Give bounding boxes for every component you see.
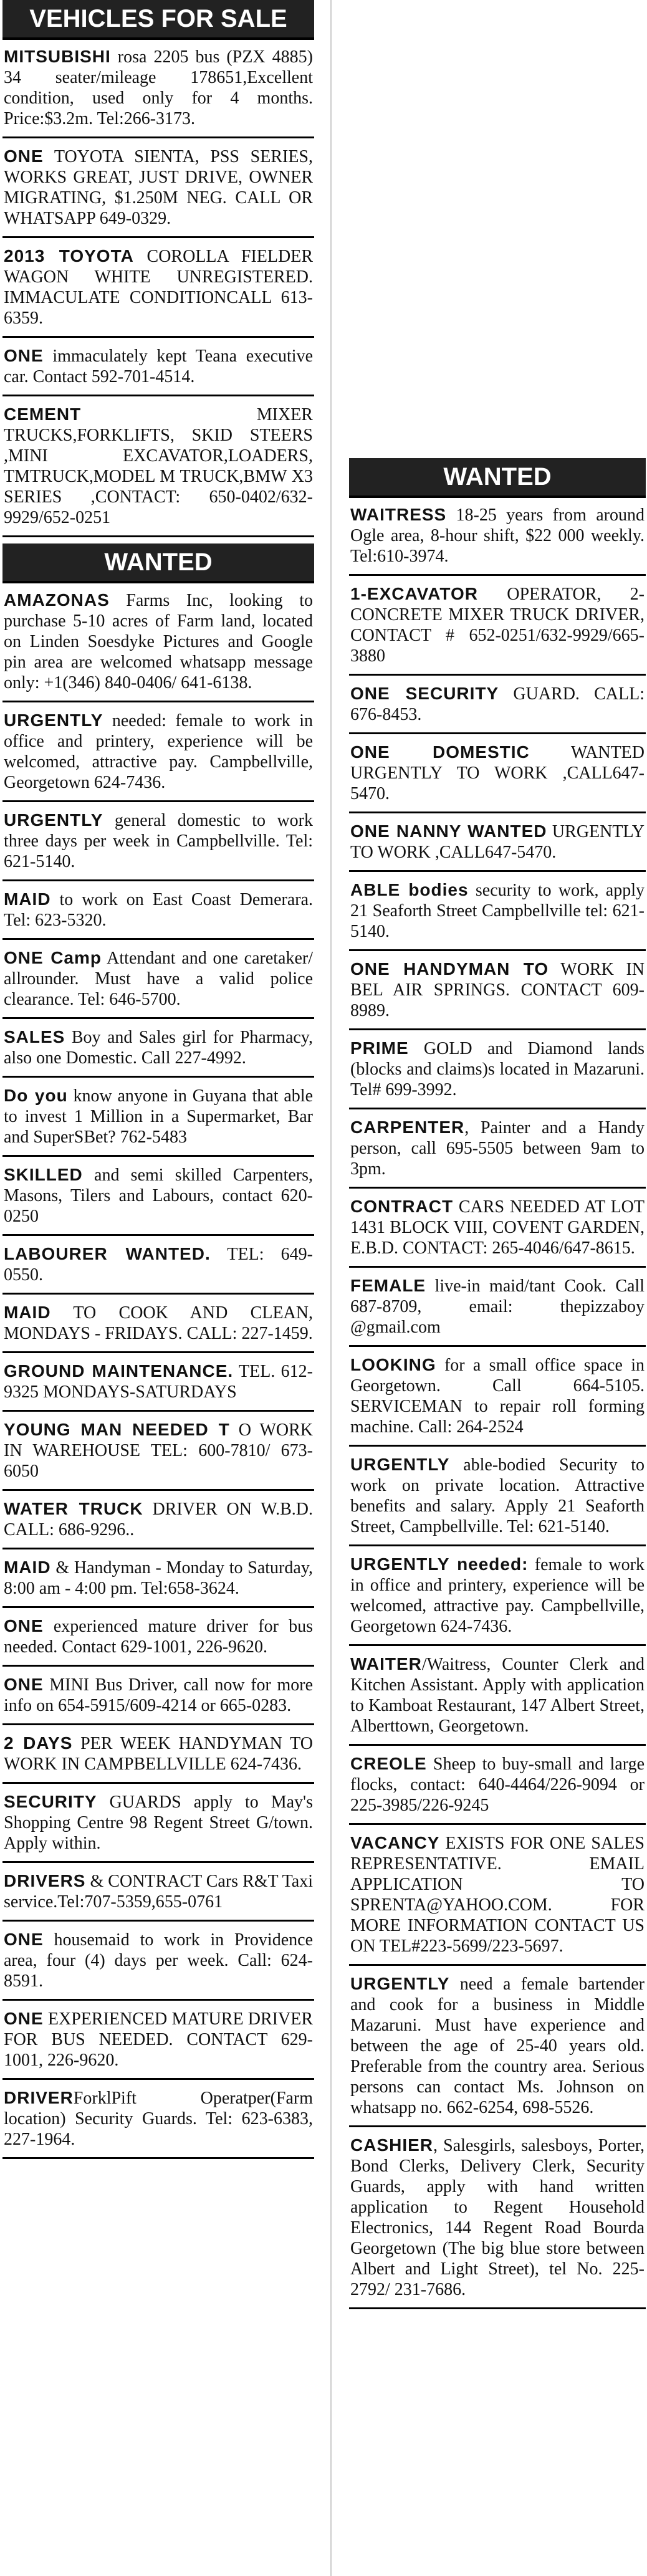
classified-ad: [2, 1359, 314, 1412]
classified-ad: [2, 45, 314, 138]
ad-lead: DRIVERS: [4, 1871, 86, 1890]
classified-ad: [2, 1556, 314, 1608]
wanted-ads-list-left: [2, 588, 314, 2159]
ad-lead: SECURITY: [4, 1792, 97, 1811]
ad-lead: ABLE bodies: [350, 880, 469, 899]
ad-lead: URGENTLY: [4, 810, 103, 830]
ad-lead: URGENTLY: [350, 1455, 450, 1474]
ad-lead: DRIVER: [4, 2088, 74, 2107]
classified-ad: [2, 588, 314, 702]
ad-lead: CARPENTER: [350, 1118, 465, 1137]
ad-text: to work on East Coast Demerara. Tel: 623-5320.: [4, 890, 313, 930]
ad-text: DRIVER ON W.B.D. CALL: 686-9296..: [4, 1500, 313, 1539]
ad-text: ForklPift Operatper(Farm location) Security Guards. Tel: 623-6383, 227-1964.: [4, 2089, 313, 2149]
ad-lead: MAID: [4, 1558, 51, 1577]
ad-lead: LABOURER WANTED.: [4, 1244, 211, 1263]
ad-text: general domestic to work three days per week in Campbellville. Tel: 621-5140.: [4, 811, 313, 871]
classified-ad: [349, 503, 646, 576]
ad-text: O WORK IN WAREHOUSE TEL: 600-7810/ 673-6050: [4, 1420, 313, 1481]
ad-text: GUARD. CALL: 676-8453.: [350, 684, 645, 724]
ad-lead: ONE HANDYMAN TO: [350, 959, 549, 979]
ad-lead: Do you: [4, 1086, 68, 1105]
ad-lead: WAITER: [350, 1654, 422, 1673]
classified-ad: [2, 1731, 314, 1784]
left-column: [2, 0, 314, 2165]
ad-lead: ONE SECURITY: [350, 684, 499, 703]
ad-text: GUARDS apply to May's Shopping Centre 98 Regent Street G/town. Apply within.: [4, 1793, 313, 1853]
ad-text: know anyone in Guyana that able to invest 1 Million in a Supermarket, Bar and SuperSBet? 762-5483: [4, 1086, 313, 1147]
ad-text: EXISTS FOR ONE SALES REPRESENTATIVE. EMAIL APPLICATION TO SPRENTA@YAHOO.COM. FOR MORE INFORMATION CONTACT US ON TEL#223-5699/223-5697.: [350, 1834, 645, 1956]
classified-ad: [349, 1116, 646, 1189]
classified-ad: [2, 888, 314, 940]
ad-lead: ONE: [4, 346, 44, 365]
classified-ad: [349, 820, 646, 872]
classified-ad: [349, 1652, 646, 1746]
ad-lead: SKILLED: [4, 1165, 83, 1184]
ad-lead: 2 DAYS: [4, 1733, 73, 1753]
vehicles-for-sale-header: VEHICLES FOR SALE: [2, 0, 314, 40]
ad-lead: 2013 TOYOTA: [4, 246, 134, 266]
ad-text: live-in maid/tant Cook. Call 687-8709, email: thepizzaboy @gmail.com: [350, 1276, 645, 1337]
classified-ad: [349, 1195, 646, 1268]
classified-ad: [2, 1301, 314, 1353]
ad-text: WORK IN BEL AIR SPRINGS. CONTACT 609-8989.: [350, 960, 645, 1020]
ad-lead: ONE Camp: [4, 948, 102, 967]
classified-ad: [2, 1614, 314, 1667]
ad-text: need a female bartender and cook for a business in Middle Mazaruni. Must have experience and between the age of 25-40 years old. Preferable from the country area. Serious persons can contact Ms. Johnson on whatsapp no. 662-6254, 698-5526.: [350, 1975, 645, 2117]
ad-text: TEL. 612-9325 MONDAYS-SATURDAYS: [4, 1362, 313, 1402]
classified-ad: [349, 740, 646, 813]
classified-ad: [2, 2007, 314, 2080]
column-divider: [330, 0, 332, 2576]
ad-text: female to work in office and printery, experience will be welcomed, attractive pay. Campbellville, Georgetown 624-7436.: [350, 1555, 645, 1636]
ad-lead: CONTRACT: [350, 1197, 454, 1216]
ad-lead: VACANCY: [350, 1833, 440, 1852]
ad-text: immaculately kept Teana executive car. Contact 592-701-4514.: [4, 347, 313, 386]
ad-lead: ONE: [4, 1616, 44, 1635]
ad-text: PER WEEK HANDYMAN TO WORK IN CAMPBELLVILLE 624-7436.: [4, 1734, 313, 1774]
ad-text: able-bodied Security to work on private location. Attractive benefits and salary. Apply 21 Seaforth Street, Campbellville. Tel: 621-5140.: [350, 1455, 645, 1536]
classified-ad: [349, 1972, 646, 2127]
ad-text: Attendant and one caretaker/ allrounder. Must have a valid police clearance. Tel: 646-5700.: [4, 949, 313, 1009]
ad-text: CARS NEEDED AT LOT 1431 BLOCK VIII, COVENT GARDEN, E.B.D. CONTACT: 265-4046/647-8615.: [350, 1197, 645, 1258]
classified-ad: [349, 957, 646, 1030]
ad-text: & CONTRACT Cars R&T Taxi service.Tel:707-5359,655-0761: [4, 1872, 313, 1912]
ad-text: EXPERIENCED MATURE DRIVER FOR BUS NEEDED. CONTACT 629-1001, 226-9620.: [4, 2009, 313, 2070]
ad-text: experienced mature driver for bus needed. Contact 629-1001, 226-9620.: [4, 1617, 313, 1657]
ad-text: OPERATOR, 2- CONCRETE MIXER TRUCK DRIVER, CONTACT # 652-0251/632-9929/665-3880: [350, 585, 645, 666]
ad-text: security to work, apply 21 Seaforth Street Campbellville tel: 621-5140.: [350, 881, 645, 941]
classified-ad: [2, 344, 314, 396]
ad-lead: 1-EXCAVATOR: [350, 584, 478, 603]
wanted-header-left: WANTED: [2, 543, 314, 583]
ad-text: URGENTLY TO WORK ,CALL647-5470.: [350, 822, 645, 862]
classified-ad: [349, 1553, 646, 1646]
ad-lead: MAID: [4, 889, 51, 909]
ad-text: , Salesgirls, salesboys, Porter, Bond Clerks, Delivery Clerk, Security Guards, apply with hand written application to Regent Household Electronics, 144 Regent Road Bourda Georgetown (The big blue store between Albert and Light Street), tel No. 225-2792/ 231-7686.: [350, 2136, 645, 2299]
ad-lead: ONE NANNY WANTED: [350, 821, 547, 841]
classified-ad: [2, 808, 314, 881]
classified-ad: [349, 878, 646, 951]
ad-lead: ONE DOMESTIC: [350, 742, 530, 762]
ad-lead: URGENTLY: [4, 711, 103, 730]
classified-ad: [349, 1752, 646, 1825]
ad-lead: YOUNG MAN NEEDED T: [4, 1420, 230, 1439]
ad-text: rosa 2205 bus (PZX 4885) 34 seater/mileage 178651,Excellent condition, used only for 4 months. Price:$3.2m. Tel:266-3173.: [4, 47, 313, 128]
classified-ad: [349, 1353, 646, 1447]
ad-lead: WAITRESS: [350, 505, 447, 524]
ad-text: Farms Inc, looking to purchase 5-10 acres of Farm land, located on Linden Soesdyke Pictures and Google pin area are welcomed whatsapp message only: +1(346) 840-0406/ 641-6138.: [4, 591, 313, 692]
classified-ad: [2, 244, 314, 338]
classified-ad: [2, 403, 314, 537]
classified-ad: [2, 145, 314, 238]
ad-text: housemaid to work in Providence area, four (4) days per week. Call: 624-8591.: [4, 1930, 313, 1991]
ad-lead: WATER TRUCK: [4, 1499, 143, 1518]
ad-lead: ONE: [4, 1675, 44, 1694]
ad-lead: SALES: [4, 1027, 65, 1046]
ad-text: for a small office space in Georgetown. Call 664-5105. SERVICEMAN to repair roll forming machine. Call: 264-2524: [350, 1356, 645, 1437]
ad-lead: CASHIER: [350, 2135, 434, 2155]
classified-ad: [349, 1274, 646, 1347]
classified-ad: [349, 582, 646, 676]
wanted-header-right: WANTED: [349, 458, 646, 498]
ad-text: TOYOTA SIENTA, PSS SERIES, WORKS GREAT, JUST DRIVE, OWNER MIGRATING, $1.250M NEG. CALL OR WHATSAPP 649-0329.: [4, 147, 313, 228]
ad-text: WANTED URGENTLY TO WORK ,CALL647-5470.: [350, 743, 645, 803]
classified-ad: [2, 1242, 314, 1295]
ad-text: COROLLA FIELDER WAGON WHITE UNREGISTERED. IMMACULATE CONDITIONCALL 613-6359.: [4, 247, 313, 328]
ad-lead: MITSUBISHI: [4, 47, 111, 66]
ad-lead: CREOLE: [350, 1754, 427, 1773]
ad-lead: PRIME: [350, 1038, 409, 1058]
classified-ad: [349, 1453, 646, 1546]
ad-lead: ONE: [4, 146, 44, 166]
classified-ad: [2, 1497, 314, 1549]
ad-lead: MAID: [4, 1303, 51, 1322]
classified-ad: [2, 1928, 314, 2001]
classified-ad: [2, 1084, 314, 1157]
classified-ad: [2, 946, 314, 1019]
ad-lead: URGENTLY: [350, 1974, 450, 1993]
classified-ad: [2, 1790, 314, 1863]
classified-ad: [2, 1869, 314, 1922]
ad-text: and semi skilled Carpenters, Masons, Tilers and Labours, contact 620-0250: [4, 1166, 313, 1226]
ad-lead: URGENTLY needed:: [350, 1554, 529, 1574]
ad-text: /Waitress, Counter Clerk and Kitchen Assistant. Apply with application to Kamboat Restaurant, 147 Albert Street, Alberttown, Georgetown.: [350, 1655, 645, 1736]
classified-ad: [349, 682, 646, 734]
ad-text: MINI Bus Driver, call now for more info on 654-5915/609-4214 or 665-0283.: [4, 1675, 313, 1715]
ad-text: GOLD and Diamond lands (blocks and claims)s located in Mazaruni. Tel# 699-3992.: [350, 1039, 645, 1099]
ad-text: MIXER TRUCKS,FORKLIFTS, SKID STEERS ,MINI EXCAVATOR,LOADERS, TMTRUCK,MODEL M TRUCK,BMW X3 SERIES ,CONTACT: 650-0402/632-9929/652-0251: [4, 405, 313, 527]
ad-lead: AMAZONAS: [4, 590, 110, 610]
ad-lead: GROUND MAINTENANCE.: [4, 1361, 234, 1381]
classified-ad: [349, 1831, 646, 1966]
classified-ad: [2, 1673, 314, 1725]
wanted-ads-list-right: [349, 503, 646, 2309]
ad-text: Sheep to buy-small and large flocks, contact: 640-4464/226-9094 or 225-3985/226-9245: [350, 1755, 645, 1815]
ad-lead: CEMENT: [4, 405, 82, 424]
vehicle-ads-list: [2, 45, 314, 537]
ad-text: 18-25 years from around Ogle area, 8-hour shift, $22 000 weekly. Tel:610-3974.: [350, 505, 645, 566]
ad-text: Boy and Sales girl for Pharmacy, also one Domestic. Call 227-4992.: [4, 1028, 313, 1068]
classified-ad: [2, 1163, 314, 1236]
ad-lead: LOOKING: [350, 1355, 436, 1374]
classified-ad: [2, 1418, 314, 1491]
right-column: [349, 458, 646, 2315]
ad-lead: ONE: [4, 1930, 44, 1949]
ad-text: , Painter and a Handy person, call 695-5505 between 9am to 3pm.: [350, 1118, 645, 1179]
classified-ad: [2, 1025, 314, 1078]
classified-ad: [349, 1037, 646, 1109]
ad-text: needed: female to work in office and printery, experience will be welcomed, attractive pay. Campbellville, Georgetown 624-7436.: [4, 711, 313, 792]
ad-lead: ONE: [4, 2009, 44, 2028]
ad-lead: FEMALE: [350, 1276, 426, 1295]
classified-ad: [2, 709, 314, 802]
ad-text: & Handyman - Monday to Saturday, 8:00 am - 4:00 pm. Tel:658-3624.: [4, 1558, 313, 1598]
ad-text: TO COOK AND CLEAN, MONDAYS - FRIDAYS. CALL: 227-1459.: [4, 1303, 313, 1343]
ad-text: TEL: 649-0550.: [4, 1245, 313, 1285]
classified-ad: [2, 2086, 314, 2159]
classified-ad: [349, 2133, 646, 2309]
